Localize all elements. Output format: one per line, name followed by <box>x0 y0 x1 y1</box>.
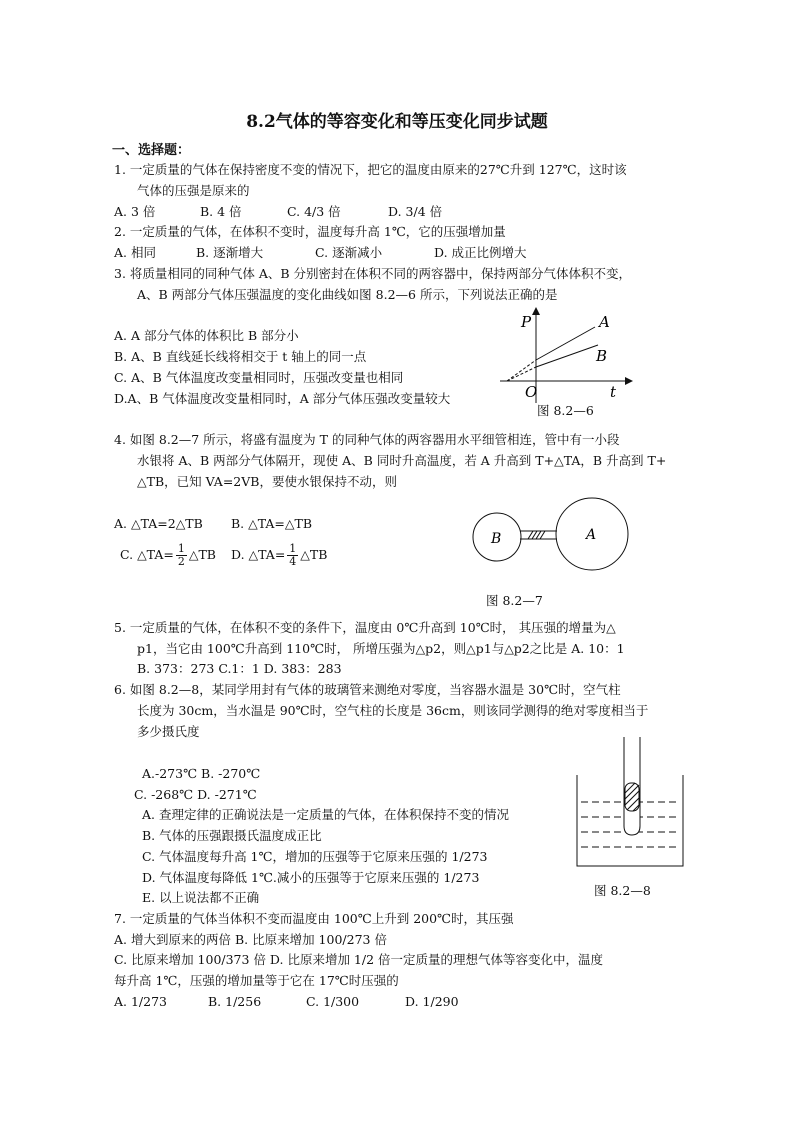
line-a <box>536 327 595 360</box>
q5-stem-line2: p1，当它由 100℃升高到 110℃时， 所增压强为△p2，则△p1与△p2之比是 A. 10：1 <box>137 641 625 656</box>
q4-stem-line1: 4. 如图 8.2—7 所示，将盛有温度为 T 的同种气体的两容器用水平细管相连，管中有一小段 <box>114 432 620 447</box>
q7-options-ab: A. 增大到原来的两倍 B. 比原来增加 100/273 倍 <box>114 932 387 947</box>
q4-option-c-fraction <box>176 543 187 568</box>
origin-label: O <box>525 383 538 401</box>
q5-options: B. 373：273 C.1：1 D. 383：283 <box>137 661 342 676</box>
container-b-label: B <box>491 531 502 547</box>
q1-stem-line1: 1. 一定质量的气体在保持密度不变的情况下，把它的温度由原来的27℃升到 127℃，这时该 <box>114 162 627 177</box>
q7-options-cd: C. 比原来增加 100/373 倍 D. 比原来增加 1/2 倍一定质量的理想气体等容变化中，温度 <box>114 952 604 967</box>
q4-stem-line3: △TB，已知 VA=2VB，要使水银保持不动，则 <box>137 474 397 489</box>
p-axis-label: P <box>521 313 532 331</box>
figure-8-2-7-containers <box>470 495 640 575</box>
line-b-extension <box>507 367 536 381</box>
q8-stem-line2: 每升高 1℃，压强的增加量等于它在 17℃时压强的 <box>114 973 399 988</box>
q2-option-d: D. 成正比例增大 <box>434 245 527 260</box>
figure-8-2-8-beaker <box>575 735 687 870</box>
line-b <box>536 345 598 367</box>
q4-option-d <box>231 540 327 570</box>
q1-stem-line2: 气体的压强是原来的 <box>137 183 250 198</box>
q6-sub-b: B. 气体的压强跟摄氏温度成正比 <box>142 828 322 843</box>
q2-option-a: A. 相同 <box>114 245 156 260</box>
line-a-label: A <box>599 313 610 331</box>
figure-8-2-6-caption: 图 8.2—6 <box>537 403 594 418</box>
q3-option-b: B. A、B 直线延长线将相交于 t 轴上的同一点 <box>114 349 367 364</box>
q4-option-c-suffix: △TB <box>188 547 216 562</box>
q6-sub-c: C. 气体温度每升高 1℃，增加的压强等于它原来压强的 1/273 <box>142 849 488 864</box>
line-a-extension <box>507 360 536 381</box>
q4-option-d-suffix: △TB <box>300 547 328 562</box>
line-b-label: B <box>596 347 608 365</box>
page-title: 8.2气体的等容变化和等压变化同步试题 <box>246 112 548 132</box>
t-axis-label: t <box>610 383 617 401</box>
q4-option-d-fraction <box>287 543 298 568</box>
q3-option-c: C. A、B 气体温度改变量相同时，压强改变量也相同 <box>114 370 404 385</box>
q6-sub-a: A. 查理定律的正确说法是一定质量的气体，在体积保持不变的情况 <box>142 807 509 822</box>
figure-8-2-7-caption: 图 8.2—7 <box>486 593 543 608</box>
q4-stem-line2: 水银将 A、B 两部分气体隔开，现使 A、B 同时升高温度，若 A 升高到 T+△TA，B 升高到 T+ <box>137 453 667 468</box>
q1-option-b: B. 4 倍 <box>200 204 242 219</box>
q7-stem-line1: 7. 一定质量的气体当体积不变而温度由 100℃上升到 200℃时，其压强 <box>114 911 514 926</box>
q8-option-d: D. 1/290 <box>405 994 459 1009</box>
q2-option-c: C. 逐渐减小 <box>315 245 383 260</box>
q4-option-d-denominator: 4 <box>289 555 297 568</box>
q1-option-a: A. 3 倍 <box>114 204 156 219</box>
q4-option-c-denominator: 2 <box>177 555 185 568</box>
q6-stem-line3: 多少摄氏度 <box>137 724 200 739</box>
q3-stem-line2: A、B 两部分气体压强温度的变化曲线如图 8.2—6 所示，下列说法正确的是 <box>137 287 558 302</box>
figure-8-2-6-graph <box>495 305 635 405</box>
mercury-plug <box>528 531 545 539</box>
q6-sub-e: E. 以上说法都不正确 <box>142 890 260 905</box>
q6-stem-line1: 6. 如图 8.2—8，某同学用封有气体的玻璃管来测绝对零度，当容器水温是 30℃时，空气柱 <box>114 682 621 697</box>
q4-option-c-prefix: C. △TA= <box>120 547 174 562</box>
q6-options-ab: A.-273℃ B. -270℃ <box>142 766 261 781</box>
q4-option-c <box>120 540 216 570</box>
q1-option-c: C. 4/3 倍 <box>287 204 341 219</box>
q8-option-c: C. 1/300 <box>306 994 360 1009</box>
section-heading: 一、选择题： <box>112 143 191 158</box>
q4-option-d-prefix: D. △TA= <box>231 547 286 562</box>
q5-stem-line1: 5. 一定质量的气体，在体积不变的条件下，温度由 0℃升高到 10℃时， 其压强的增量为△ <box>114 620 616 635</box>
q3-option-d: D.A、B 气体温度改变量相同时，A 部分气体压强改变量较大 <box>114 391 451 406</box>
q6-stem-line2: 长度为 30cm，当水温是 90℃时，空气柱的长度是 36cm，则该同学测得的绝对零度相当于 <box>137 703 649 718</box>
container-a-label: A <box>586 527 597 543</box>
t-axis-arrow <box>625 377 633 385</box>
q8-option-b: B. 1/256 <box>208 994 262 1009</box>
q8-option-a: A. 1/273 <box>114 994 167 1009</box>
q4-option-a: A. △TA=2△TB <box>114 516 203 531</box>
q2-stem-line1: 2. 一定质量的气体，在体积不变时，温度每升高 1℃，它的压强增加量 <box>114 224 506 239</box>
q6-sub-d: D. 气体温度每降低 1℃.减小的压强等于它原来压强的 1/273 <box>142 870 480 885</box>
q1-option-d: D. 3/4 倍 <box>388 204 443 219</box>
q2-option-b: B. 逐渐增大 <box>196 245 264 260</box>
p-axis-arrow <box>532 307 540 315</box>
q4-option-d-numerator: 1 <box>289 542 297 555</box>
q3-option-a: A. A 部分气体的体积比 B 部分小 <box>114 328 299 343</box>
figure-8-2-8-caption: 图 8.2—8 <box>594 883 651 898</box>
q3-stem-line1: 3. 将质量相同的同种气体 A、B 分别密封在体积不同的两容器中，保持两部分气体体积不变， <box>114 266 632 281</box>
q4-option-b: B. △TA=△TB <box>231 516 313 531</box>
q6-options-cd: C. -268℃ D. -271℃ <box>134 787 257 802</box>
q4-option-c-numerator: 1 <box>177 542 185 555</box>
